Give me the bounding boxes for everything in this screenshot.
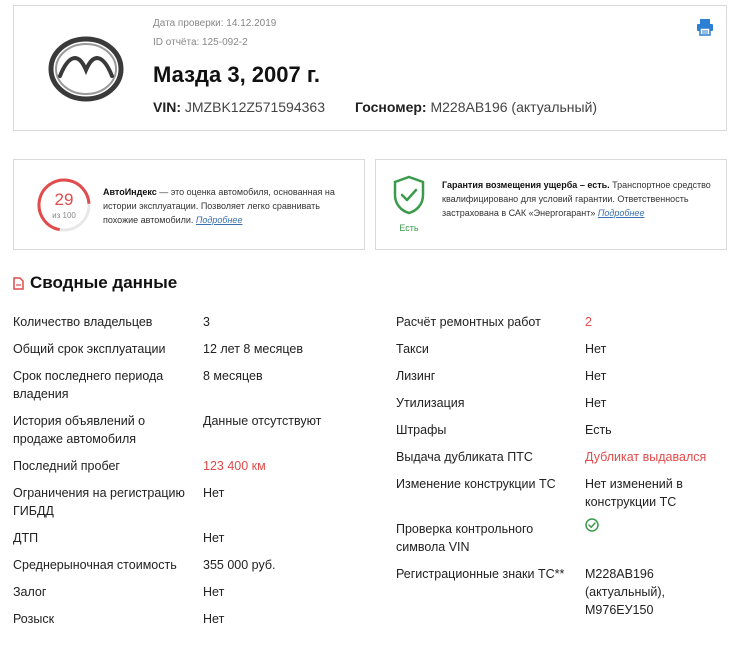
right-value-repairs: 2 [585,315,592,329]
summary-title: Сводные данные [30,273,178,292]
right-label-fines: Штрафы [396,423,447,437]
document-icon [13,277,24,290]
left-label-market-price: Среднерыночная стоимость [13,558,177,572]
right-value-taxi: Нет [585,342,607,356]
right-label-taxi: Такси [396,342,429,356]
right-label-repairs: Расчёт ремонтных работ [396,315,541,329]
right-label-reg-plates: Регистрационные знаки ТС** [396,567,565,581]
left-value-market-price: 355 000 руб. [203,558,276,572]
report-id: ID отчёта: 125-092-2 [153,37,248,48]
left-value-ads-history: Данные отсутствуют [203,414,322,428]
plate-row [355,99,597,115]
guarantee-more-link[interactable]: Подробнее [597,208,645,218]
left-label-owners: Количество владельцев [13,315,153,329]
vin-row [153,99,325,115]
right-label-disposal: Утилизация [396,396,465,410]
right-label-pts-duplicate: Выдача дубликата ПТС [396,450,533,464]
page-title: Мазда 3, 2007 г. [153,62,320,87]
vin-label: VIN: [153,99,181,115]
right-value-pts-duplicate: Дубликат выдавался [585,450,707,464]
guarantee-name: Гарантия возмещения ущерба – есть. [442,180,610,190]
left-value-usage-term: 12 лет 8 месяцев [203,342,304,356]
autoindex-card [13,159,365,250]
left-value-restrictions: Нет [203,486,225,500]
right-label-vin-check: Проверка контрольного символа VIN [396,522,534,554]
report-header-card [13,5,727,131]
left-value-mileage: 123 400 км [203,459,266,473]
right-value-disposal: Нет [585,396,607,410]
guarantee-description [442,178,717,220]
autoindex-score: 29 [54,190,74,209]
left-label-accidents: ДТП [13,531,39,545]
left-value-pledge: Нет [203,585,225,599]
printer-icon[interactable] [696,18,714,36]
guarantee-card [375,159,727,250]
right-value-reg-plates: М228АВ196 (актуальный), М976ЕУ150 [585,567,665,617]
summary-section-title [13,273,177,293]
right-value-vin-check [585,518,740,537]
right-label-leasing: Лизинг [396,369,436,383]
guarantee-text: Транспортное средство квалифицировано для условий гарантии. Ответственность застрахована в САК «Энергогарант» [442,180,711,218]
autoindex-score-of: из 100 [52,211,76,220]
left-label-ads-history: История объявлений о продаже автомобиля [13,414,146,446]
left-label-last-period: Срок последнего периода владения [13,369,164,401]
right-label-construction: Изменение конструкции ТС [396,477,556,491]
shield-check-icon [392,175,426,215]
right-value-fines: Есть [585,423,612,437]
autoindex-text: — это оценка автомобиля, основанная на истории эксплуатации. Позволяет легко сравнивать похожие автомобили. [103,187,335,225]
left-label-mileage: Последний пробег [13,459,120,473]
plate-value: М228АВ196 (актуальный) [430,99,598,115]
left-label-usage-term: Общий срок эксплуатации [13,342,166,356]
guarantee-badge: Есть [399,223,419,233]
plate-label: Госномер: [355,99,427,115]
autoindex-more-link[interactable]: Подробнее [195,215,243,225]
left-label-restrictions: Ограничения на регистрацию ГИБДД [13,486,185,518]
right-value-leasing: Нет [585,369,607,383]
left-value-wanted: Нет [203,612,225,626]
mazda-logo-icon [48,36,124,102]
vin-value: JMZBK12Z571594363 [184,99,325,115]
autoindex-name: АвтоИндекс [103,187,157,197]
check-circle-icon [585,518,599,532]
autoindex-description [103,185,353,227]
left-value-last-period: 8 месяцев [203,369,263,383]
left-label-wanted: Розыск [13,612,55,626]
right-value-construction: Нет изменений в конструкции ТС [585,477,683,509]
left-label-pledge: Залог [13,585,47,599]
check-date: Дата проверки: 14.12.2019 [153,18,277,29]
left-value-owners: 3 [203,315,210,329]
left-value-accidents: Нет [203,531,225,545]
